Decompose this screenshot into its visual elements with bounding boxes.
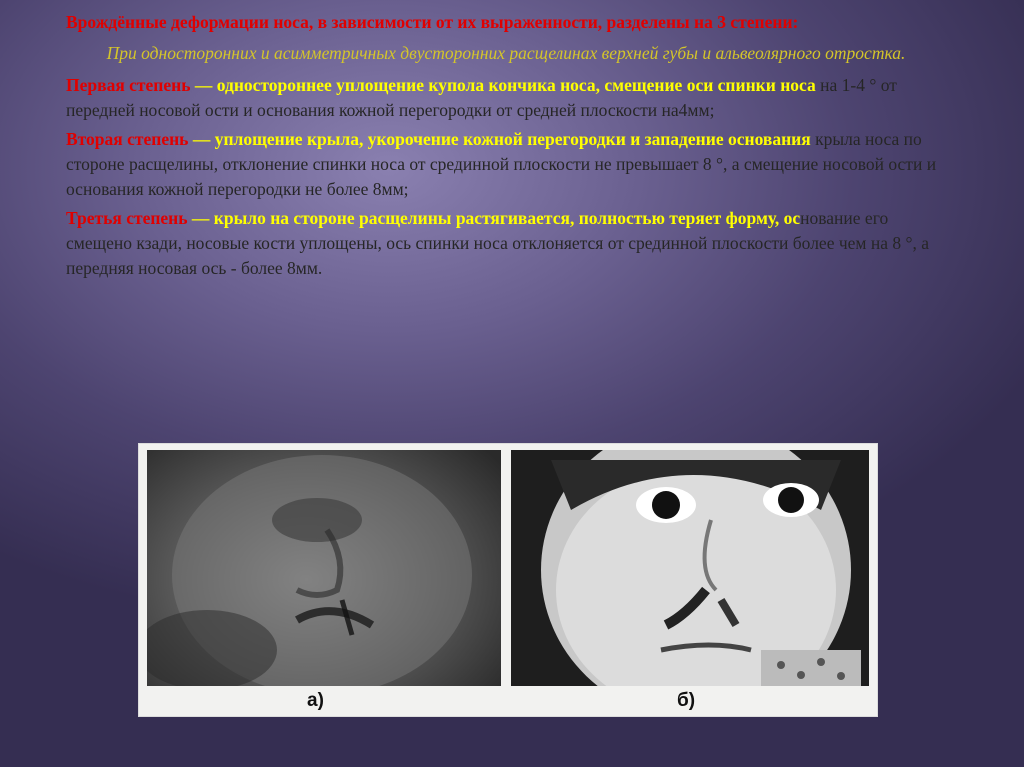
photo-b <box>511 450 869 686</box>
caption-a: а) <box>307 690 324 711</box>
slide-heading: Врождённые деформации носа, в зависимости от их выраженности, разделены на 3 степени: <box>66 12 799 32</box>
degree-second-text: крыла носа по стороне расщелины, отклонение спинки носа от срединной плоскости не превышает 8 °, а смещение носовой ости и основания кожной перегородки не более 8мм; <box>66 129 937 199</box>
photo-a-image <box>147 450 501 686</box>
degree-third-title: Третья степень <box>66 208 188 228</box>
degree-first <box>66 73 946 123</box>
slide-text <box>66 10 946 285</box>
degree-second <box>66 127 946 202</box>
degree-second-title: Вторая степень <box>66 129 189 149</box>
caption-b: б) <box>677 690 696 711</box>
degree-second-highlight: — уплощение крыла, укорочение кожной перегородки и западение основания <box>188 129 811 149</box>
degree-first-title: Первая степень <box>66 75 191 95</box>
degree-first-highlight: — одностороннее уплощение купола кончика носа, смещение оси спинки носа <box>190 75 816 95</box>
photo-b-image <box>511 450 869 686</box>
degree-third-text: нование его смещено кзади, носовые кости уплощены, ось спинки носа отклоняется от срединной плоскости более чем на 8 °, а передняя носовая ось - более 8мм. <box>66 208 930 278</box>
photo-a <box>147 450 501 686</box>
slide-subtitle: При односторонних и асимметричных двусторонних расщелинах верхней губы и альвеолярного отростка. <box>106 43 906 63</box>
degree-third <box>66 206 946 281</box>
photo-figure <box>138 443 878 717</box>
degree-third-highlight: — крыло на стороне расщелины растягивается, полностью теряет форму, ос <box>187 208 801 228</box>
degree-first-text: на 1-4 ° от передней носовой ости и основания кожной перегородки от средней плоскости на4мм; <box>66 75 897 120</box>
